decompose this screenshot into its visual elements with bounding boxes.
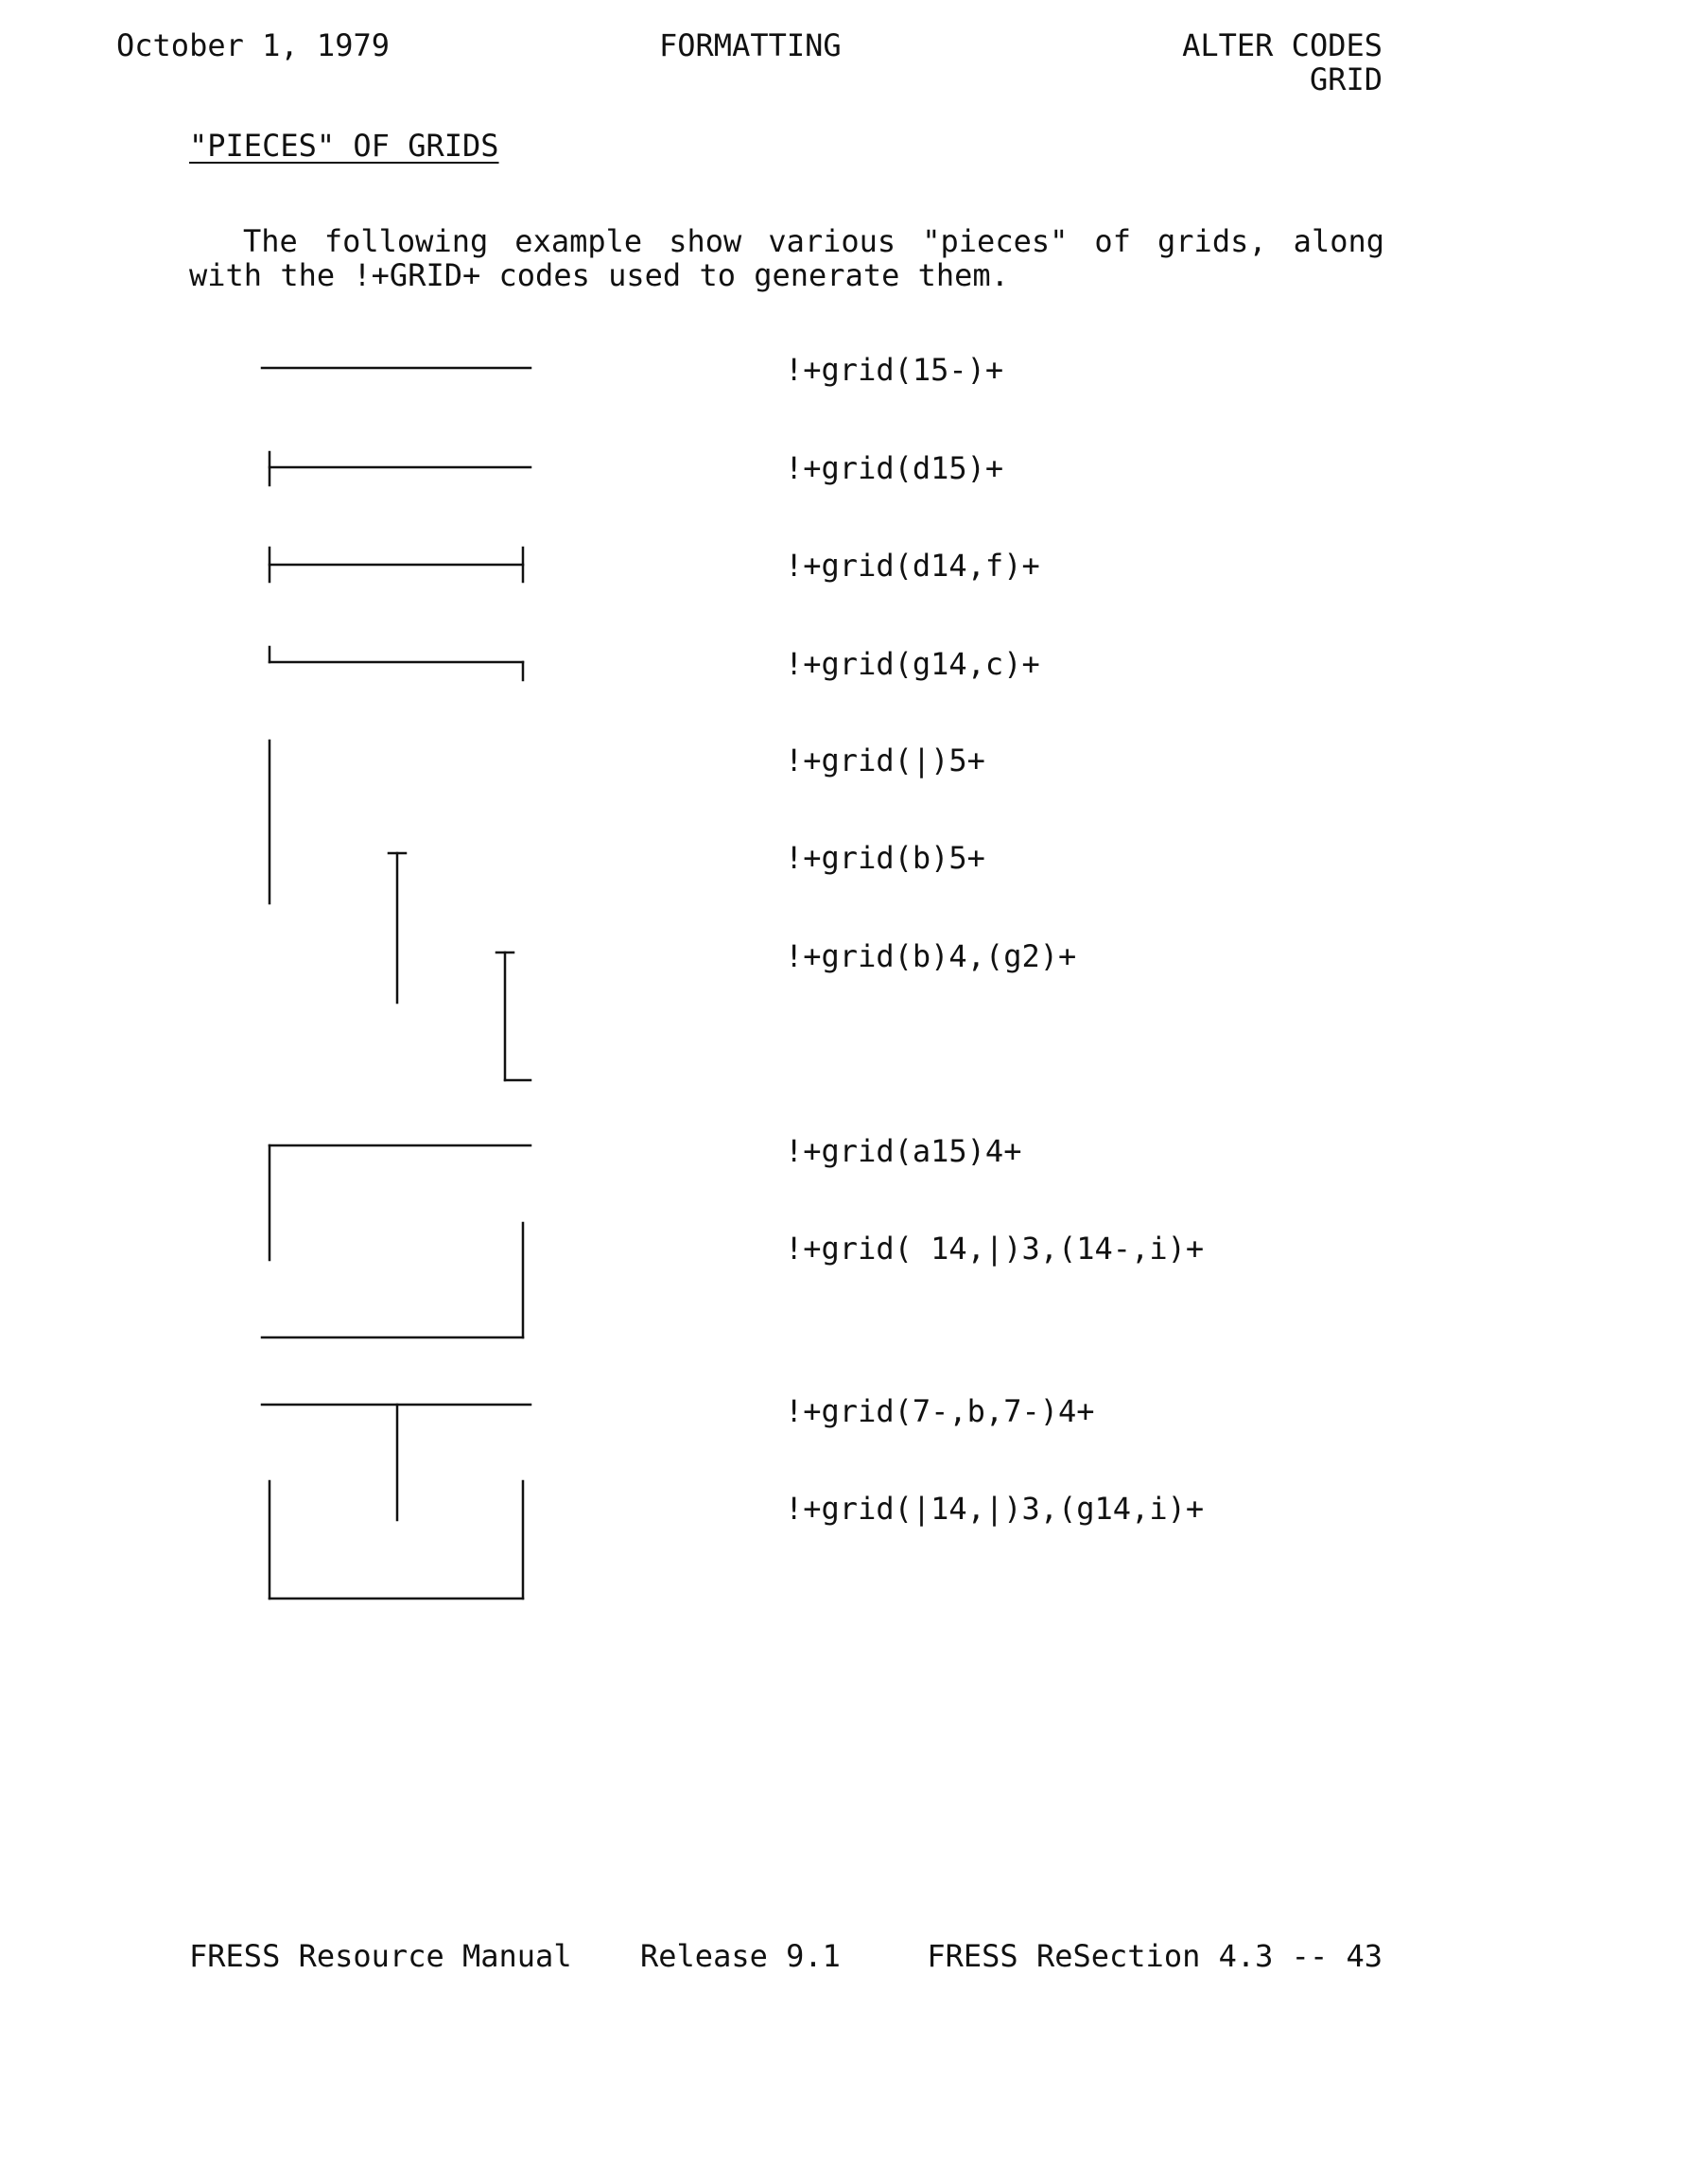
grid-code-1: !+grid(15-)+ [785,352,1004,388]
grid-code-11: !+grid(|14,|)3,(g14,i)+ [785,1491,1205,1527]
footer-page: FRESS ReSection 4.3 -- 43 [927,1938,1383,1974]
grid-code-7: !+grid(b)4,(g2)+ [785,938,1077,974]
grid-code-10: !+grid(7-,b,7-)4+ [785,1393,1095,1429]
grid-piece-7 [496,952,530,1080]
grid-code-8: !+grid(a15)4+ [785,1133,1022,1169]
grid-code-6: !+grid(b)5+ [785,840,985,876]
grid-code-4: !+grid(g14,c)+ [785,646,1040,682]
header-section: FORMATTING [659,27,842,63]
header-topic: ALTER CODES [1182,27,1383,63]
grid-piece-10 [262,1405,530,1520]
grid-piece-2 [270,452,530,485]
grid-code-3: !+grid(d14,f)+ [785,548,1040,584]
page-heading: "PIECES" OF GRIDS [189,128,499,164]
intro-line-1: The following example show various "pieces" of grids, along [243,223,1384,259]
grid-code-5: !+grid(|)5+ [785,743,985,778]
footer-manual: FRESS Resource Manual [189,1938,572,1974]
intro-line-2: with the !+GRID+ codes used to generate them. [189,257,1009,293]
header-date: October 1, 1979 [116,27,390,63]
header-subtopic: GRID [1309,61,1383,97]
grid-piece-8 [270,1145,530,1260]
grid-piece-6 [389,853,406,1003]
grid-code-9: !+grid( 14,|)3,(14-,i)+ [785,1231,1205,1267]
grid-piece-4 [270,647,523,680]
grid-piece-3 [270,548,523,582]
footer-release: Release 9.1 [640,1938,841,1974]
grid-piece-9 [262,1223,523,1337]
grid-code-2: !+grid(d15)+ [785,450,1004,486]
